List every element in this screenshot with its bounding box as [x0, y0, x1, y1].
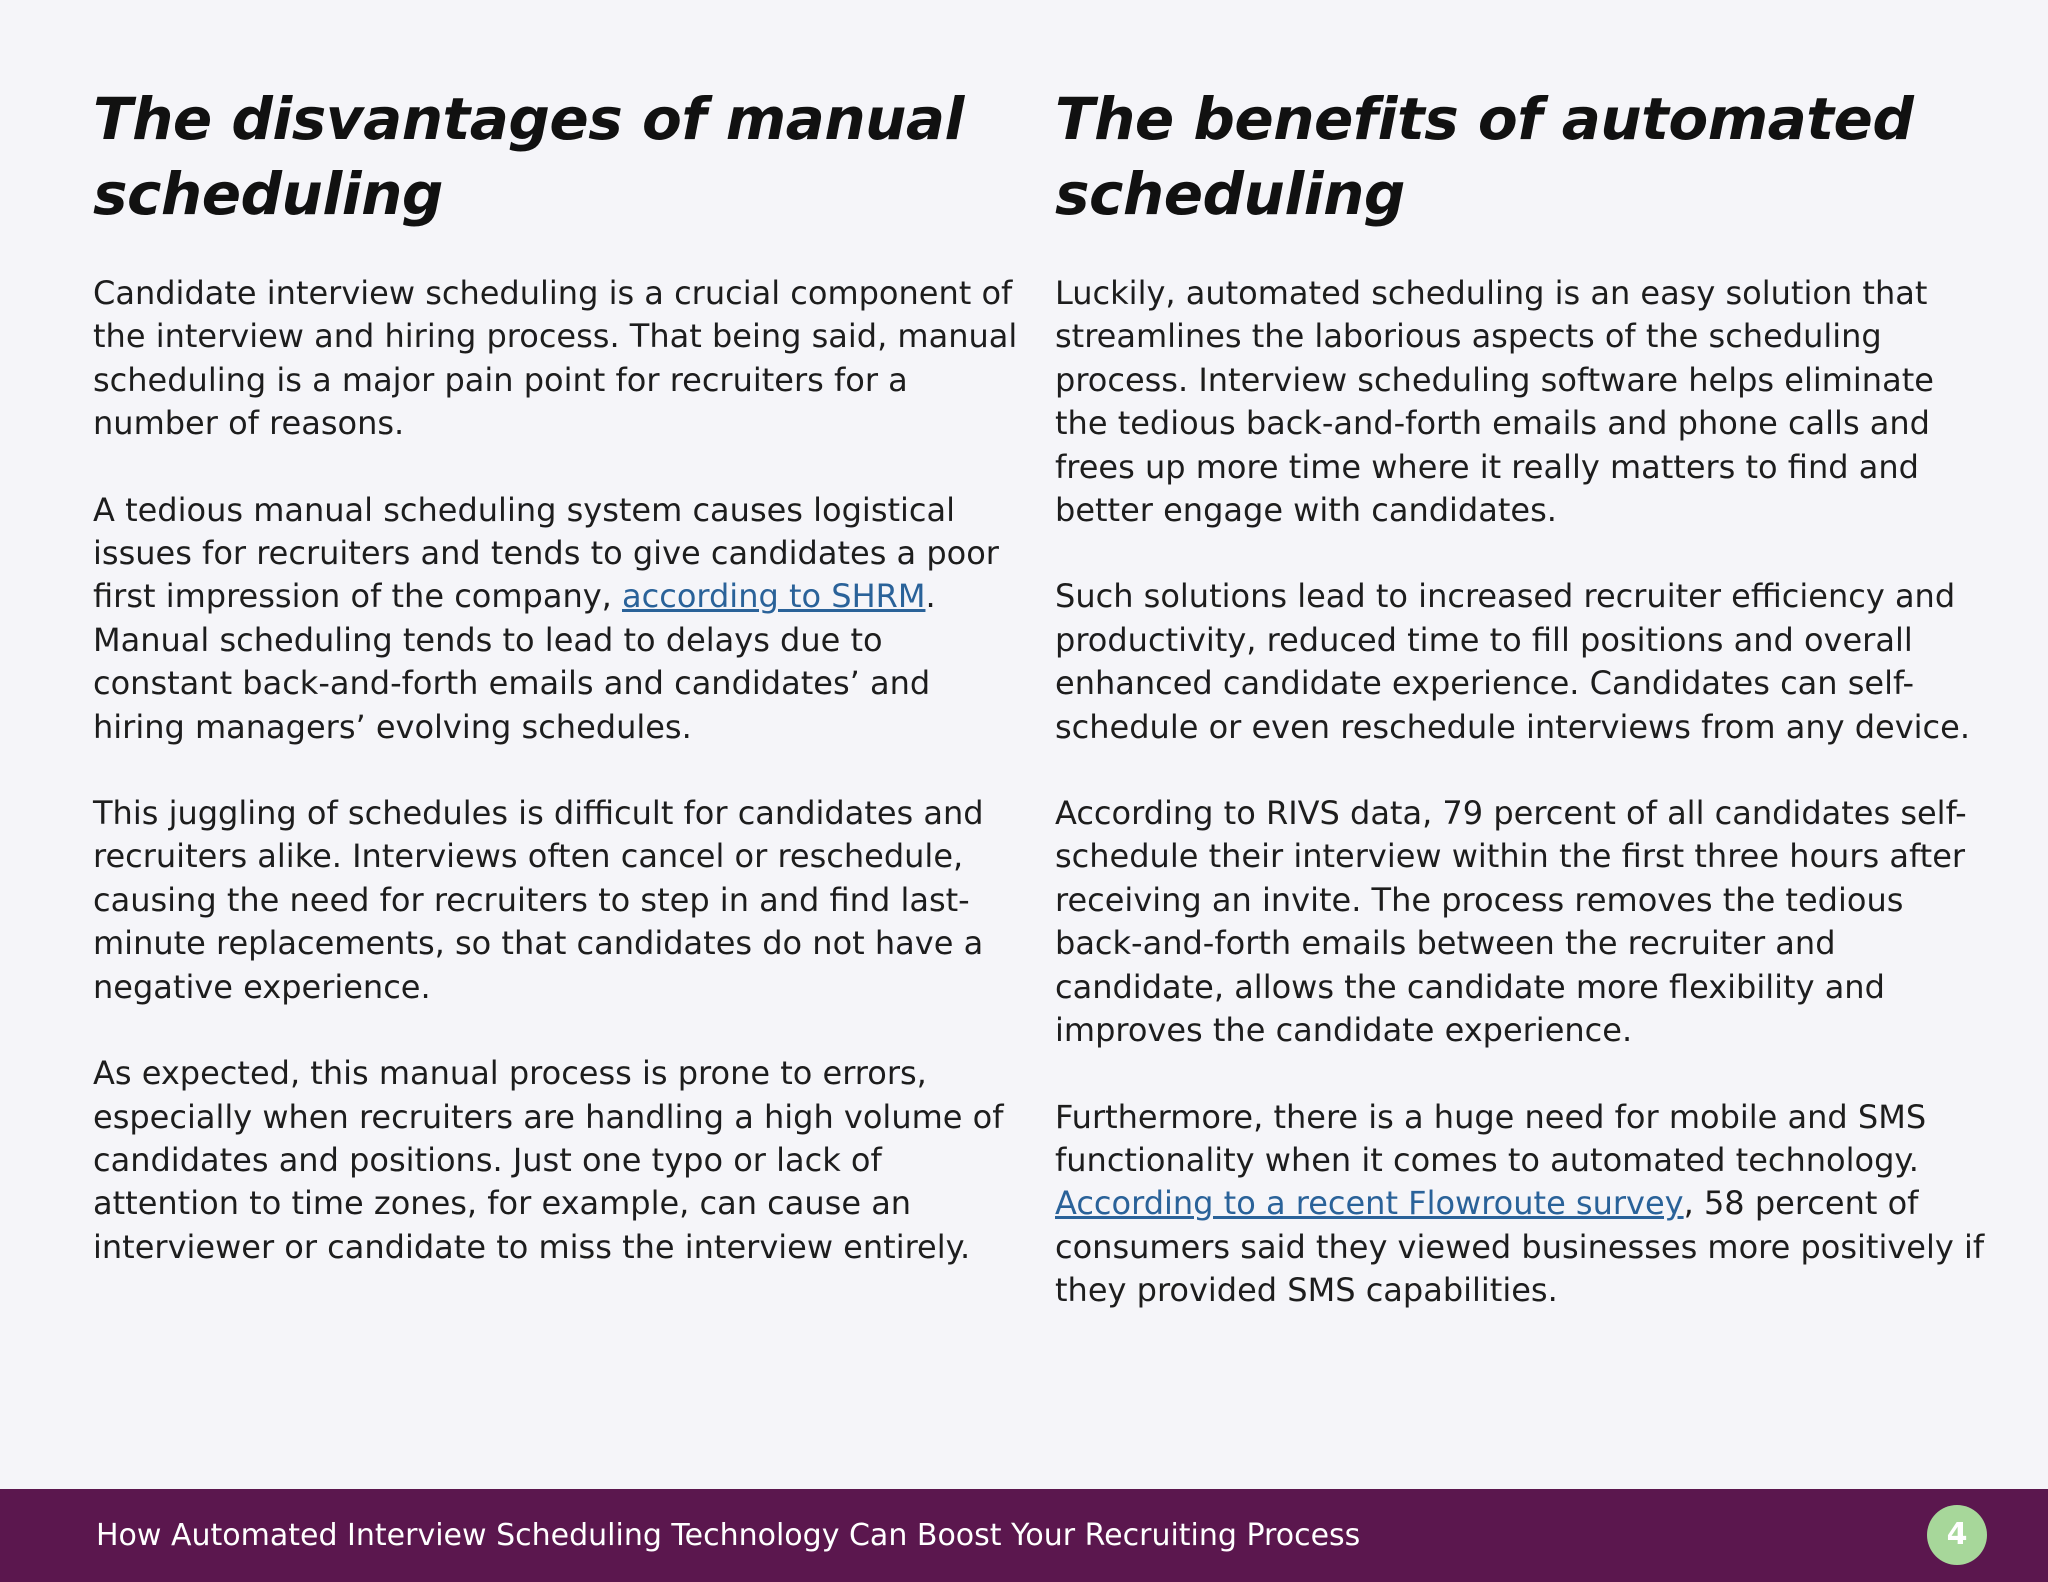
left-column	[93, 82, 1023, 1312]
flowroute-survey-link[interactable]: According to a recent Flowroute survey	[1055, 1184, 1684, 1223]
left-paragraph-2	[93, 489, 1023, 749]
right-paragraph-3: According to RIVS data, 79 percent of all candidates self-schedule their interview within the first three hours after receiving an invite. The process removes the tedious back-and-forth emails between the recruiter and candidate, allows the candidate more flexibility and improves the candidate experience.	[1055, 794, 1967, 1050]
left-heading-line2: scheduling	[93, 160, 443, 228]
right-column	[1055, 82, 1985, 1356]
left-paragraph-2-text-a: A tedious manual scheduling system causes logistical issues for recruiters and tends to give candidates a poor first impression of the company,	[93, 490, 999, 616]
left-paragraph-3: This juggling of schedules is difficult for candidates and recruiters alike. Interviews often cancel or reschedule, causing the need for recruiters to step in and find last-minute replacements, so that candidates do not have a negative experience.	[93, 794, 984, 1006]
left-heading	[93, 82, 1023, 232]
footer-title: How Automated Interview Scheduling Technology Can Boost Your Recruiting Process	[96, 1518, 1361, 1553]
right-paragraph-1: Luckily, automated scheduling is an easy solution that streamlines the laborious aspects of the scheduling process. Interview scheduling software helps eliminate the tedious back-and-forth emails and phone calls and frees up more time where it really matters to find and better engage with candidates.	[1055, 274, 1934, 530]
shrm-link[interactable]: according to SHRM	[622, 577, 926, 616]
right-paragraph-4	[1055, 1096, 1985, 1313]
footer-bar	[0, 1489, 2048, 1582]
page-number-badge: 4	[1927, 1505, 1987, 1565]
right-paragraph-2: Such solutions lead to increased recruiter efficiency and productivity, reduced time to fill positions and overall enhanced candidate experience. Candidates can self-schedule or even reschedule interviews from any device.	[1055, 577, 1970, 746]
left-paragraph-2-text-b: . Manual scheduling tends to lead to delays due to constant back-and-forth emails and candidates’ and hiring managers’ evolving schedules.	[93, 577, 936, 746]
right-heading-line2: scheduling	[1055, 160, 1405, 228]
left-paragraph-4: As expected, this manual process is prone to errors, especially when recruiters are handling a high volume of candidates and positions. Just one typo or lack of attention to time zones, for example, can cause an interviewer or candidate to miss the interview entirely.	[93, 1054, 1004, 1266]
right-paragraph-4-text-a: Furthermore, there is a huge need for mobile and SMS functionality when it comes to automated technology.	[1055, 1097, 1927, 1179]
right-heading	[1055, 82, 1985, 232]
right-heading-line1: The benefits of automated	[1055, 85, 1914, 153]
left-paragraph-1: Candidate interview scheduling is a crucial component of the interview and hiring process. That being said, manual scheduling is a major pain point for recruiters for a number of reasons.	[93, 274, 1018, 443]
left-heading-line1: The disvantages of manual	[93, 85, 964, 153]
right-paragraph-4-text-b: , 58 percent of consumers said they viewed businesses more positively if they provided SMS capabilities.	[1055, 1184, 1985, 1310]
